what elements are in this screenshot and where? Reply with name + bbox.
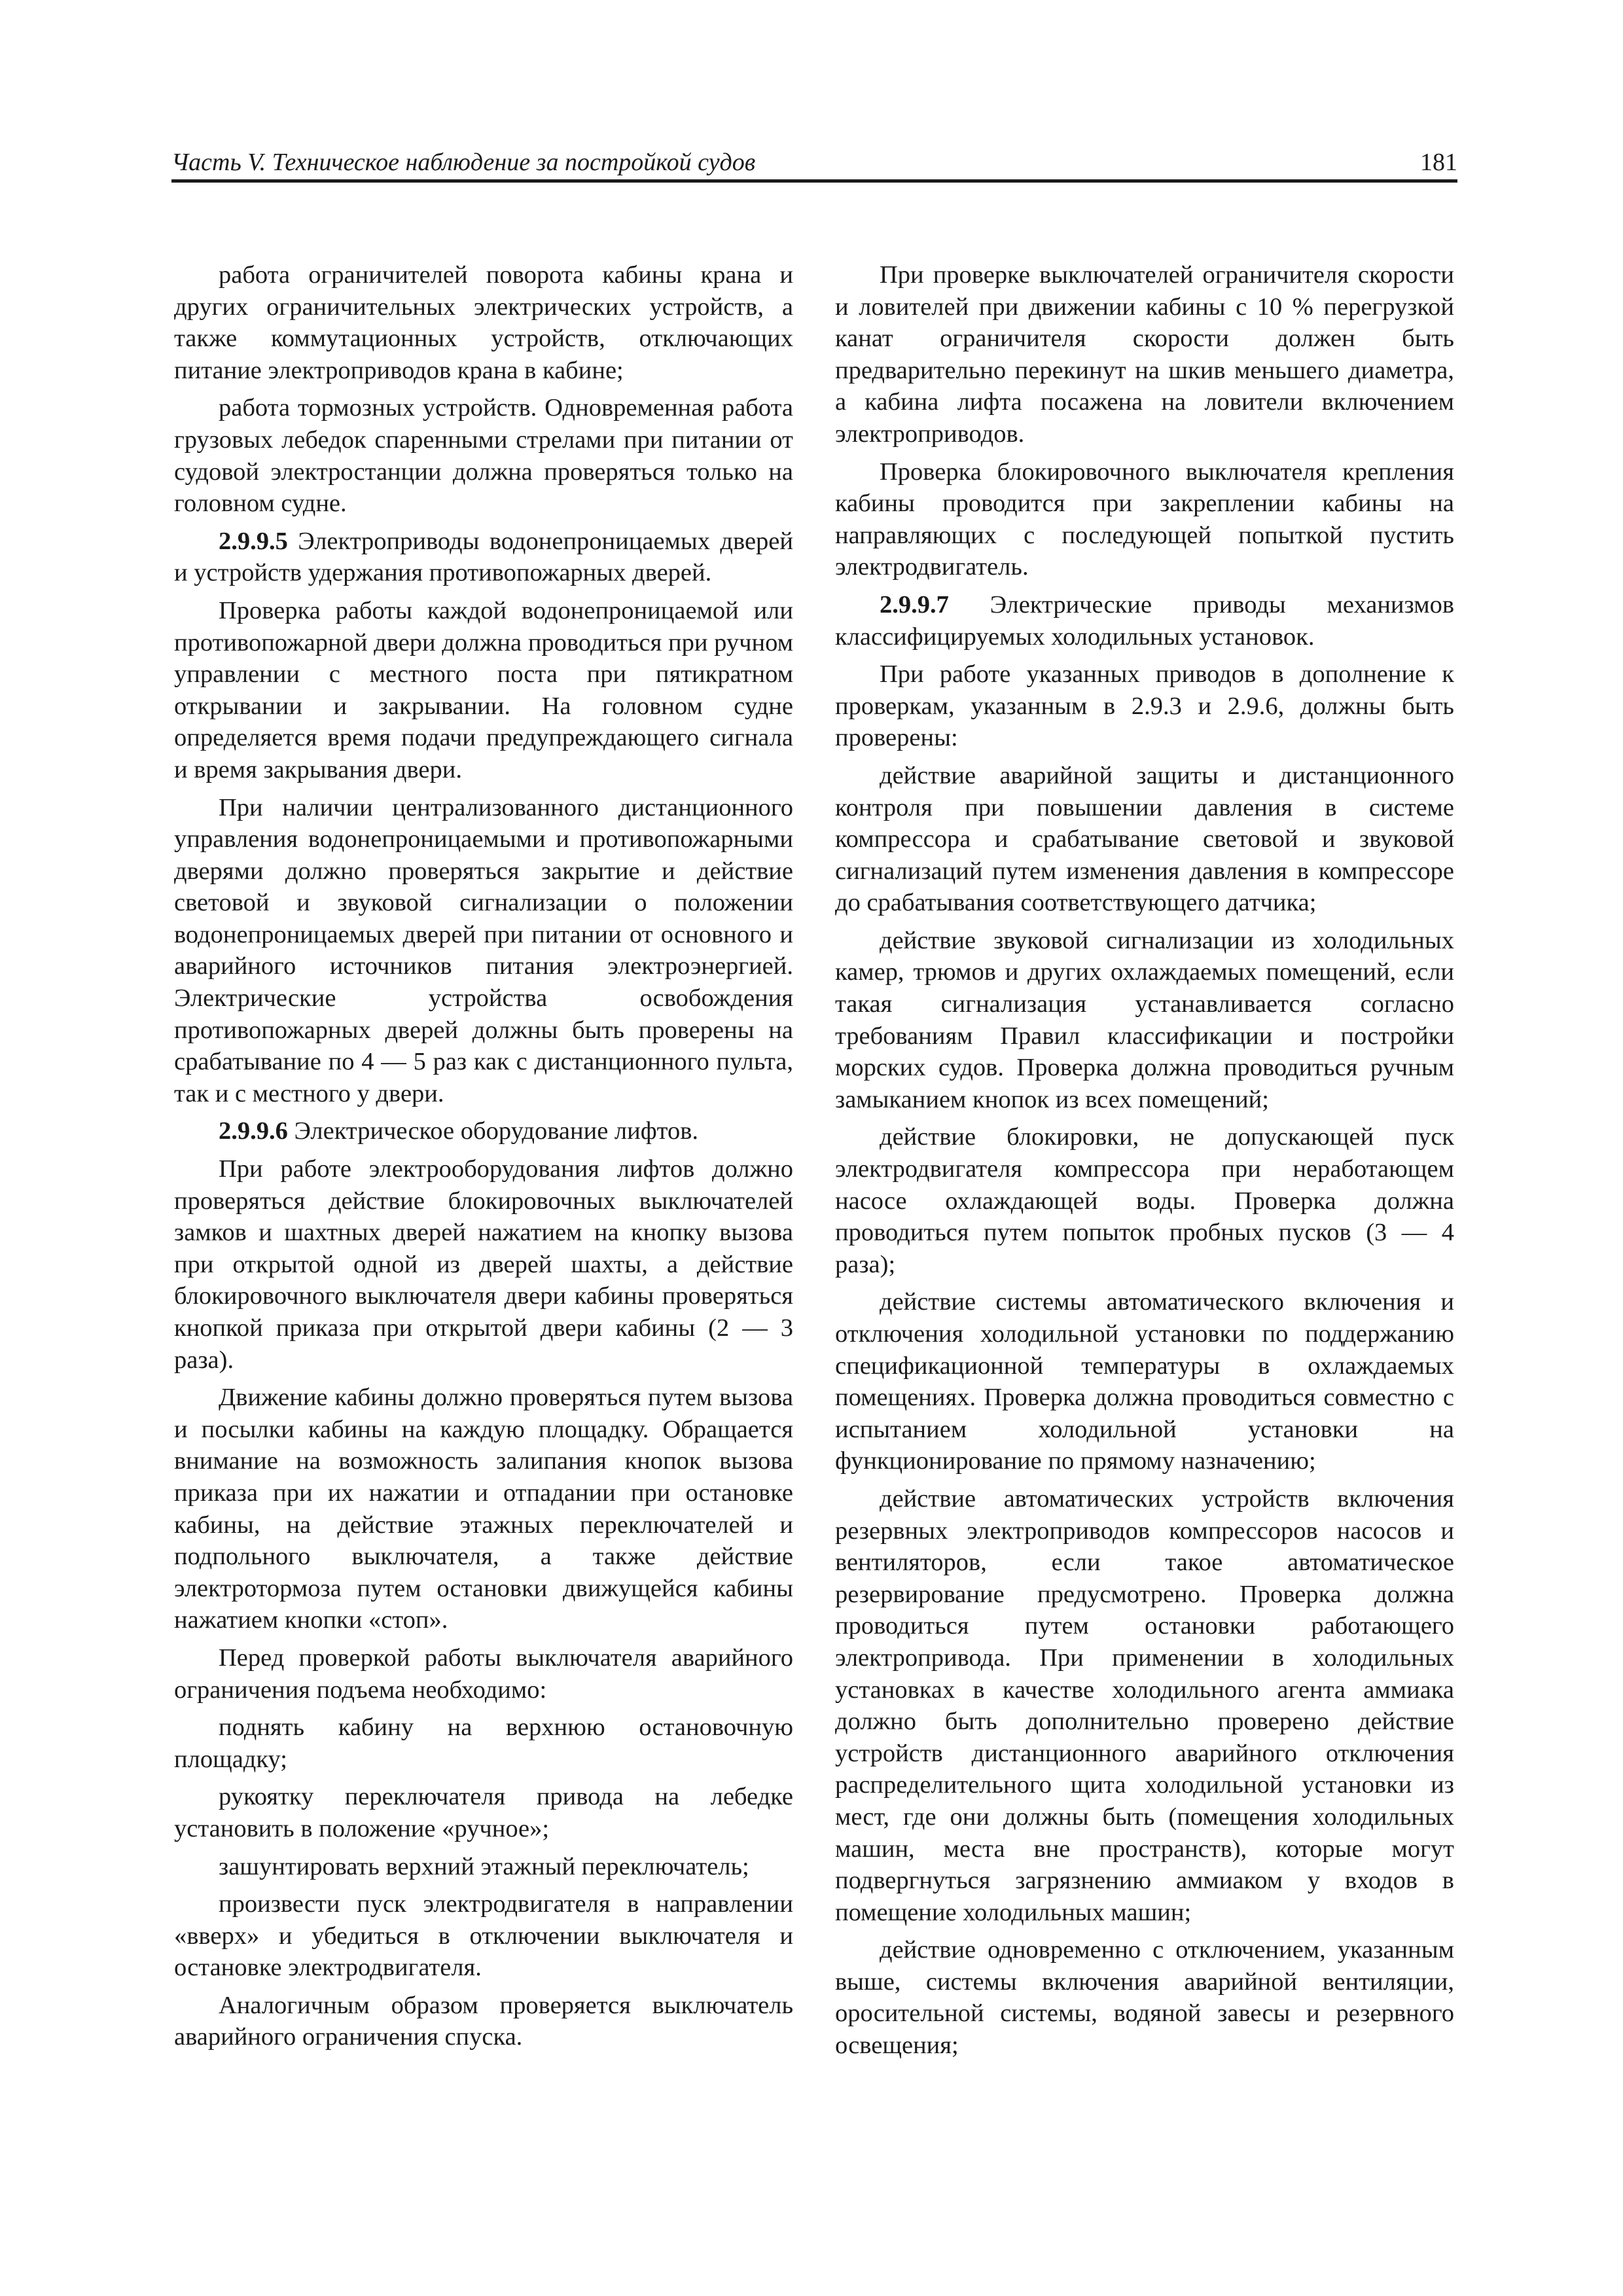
clause-text: работа ограничителей поворота кабины крана и других ограничительных электрических устройств, а также коммутационных устройств, отключающих питание электроприводов крана в кабине; — [174, 261, 793, 384]
paragraph — [835, 589, 1454, 653]
paragraph — [835, 1121, 1454, 1280]
clause-text: рукоятку переключателя привода на лебедке установить в положение «ручное»; — [174, 1783, 793, 1842]
clause-text: Движение кабины должно проверяться путем вызова и посылки кабины на каждую площадку. Обращается внимание на возможность залипания кнопок вызова приказа при их нажатии и отпадании при остановке кабины, на действие этажных переключателей и подпольного выключателя, а также действие электротормоза путем остановки движущейся кабины нажатием кнопки «стоп». — [174, 1384, 793, 1634]
clause-text: При проверке выключателей ограничителя скорости и ловителей при движении кабины с 10 % перегрузкой канат ограничителя скорости должен быть предварительно перекинут на шкив меньшего диаметра, а кабина лифта посажена на ловители включением электроприводов. — [835, 261, 1454, 448]
paragraph — [174, 392, 793, 519]
running-title: Часть V. Техническое наблюдение за постройкой судов — [171, 149, 756, 176]
page-number: 181 — [1420, 149, 1457, 176]
clause-text: Аналогичным образом проверяется выключатель аварийного ограничения спуска. — [174, 1991, 793, 2051]
clause-text: действие блокировки, не допускающей пуск электродвигателя компрессора при неработающем насосе охлаждающей воды. Проверка должна проводиться путем попыток пробных пусков (3 — 4 раза); — [835, 1123, 1454, 1278]
paragraph — [835, 658, 1454, 754]
clause-text: Проверка работы каждой водонепроницаемой или противопожарной двери должна проводиться при ручном управлении с местного поста при пятикратном открывании и закрывании. На головном судне определяется время подачи предупреждающего сигнала и время закрывания двери. — [174, 596, 793, 783]
paragraph — [835, 456, 1454, 583]
clause-text: произвести пуск электродвигателя в направлении «вверх» и убедиться в отключении выключателя и остановке электродвигателя. — [174, 1890, 793, 1982]
paragraph — [174, 526, 793, 589]
clause-text: Электрическое оборудование лифтов. — [287, 1117, 699, 1145]
clause-number: 2.9.9.5 — [219, 527, 288, 555]
paragraph — [174, 595, 793, 786]
clause-text: действие автоматических устройств включения резервных электроприводов компрессоров насосов и вентиляторов, если такое автоматическое резервирование предусмотрено. Проверка должна проводиться путем остановки работающего электропривода. При применении в холодильных установках в качестве холодильного агента аммиака должно быть дополнительно проверено действие устройств дистанционного аварийного отключения распределительного щита холодильной установки из мест, где они должны быть (помещения холодильных машин, места вне пространств), которые могут подвергнуться загрязнению аммиаком у входов в помещение холодильных машин; — [835, 1484, 1454, 1926]
clause-number: 2.9.9.7 — [880, 590, 949, 619]
clause-text: При работе электрооборудования лифтов должно проверяться действие блокировочных выключателей замков и шахтных дверей нажатием на кнопку вызова при открытой одной из дверей шахты, а действие блокировочного выключателя двери кабины проверяться кнопкой приказа при открытой двери кабины (2 — 3 раза). — [174, 1155, 793, 1374]
paragraph — [174, 1888, 793, 1984]
paragraph — [174, 1115, 793, 1147]
right-column — [835, 259, 1454, 2068]
paragraph — [835, 925, 1454, 1116]
paragraph — [174, 792, 793, 1110]
clause-text: Электроприводы водонепроницаемых дверей и устройств удержания противопожарных дверей. — [174, 527, 793, 587]
clause-text: Электрические приводы механизмов классифицируемых холодильных установок. — [835, 590, 1454, 651]
paragraph — [174, 259, 793, 386]
clause-text: При работе указанных приводов в дополнение к проверкам, указанным в 2.9.3 и 2.9.6, должны быть проверены: — [835, 660, 1454, 752]
paragraph — [174, 1781, 793, 1844]
left-column — [174, 259, 793, 2059]
paragraph — [174, 1153, 793, 1376]
clause-text: Перед проверкой работы выключателя аварийного ограничения подъема необходимо: — [174, 1643, 793, 1704]
clause-text: действие аварийной защиты и дистанционного контроля при повышении давления в системе компрессора и срабатывание световой и звуковой сигнализаций путем изменения давления в компрессоре до срабатывания соответствующего датчика; — [835, 761, 1454, 917]
paragraph — [174, 1642, 793, 1706]
clause-text: Проверка блокировочного выключателя крепления кабины проводится при закреплении кабины на направляющих с последующей попыткой пустить электродвигатель. — [835, 457, 1454, 581]
paragraph — [174, 1851, 793, 1883]
page-header — [171, 143, 1457, 183]
paragraph — [835, 259, 1454, 450]
paragraph — [835, 1483, 1454, 1928]
clause-text: действие системы автоматического включения и отключения холодильной установки по поддержанию спецификационной температуры в охлаждаемых помещениях. Проверка должна проводиться совместно с испытанием холодильной установки на функционирование по прямому назначению; — [835, 1288, 1454, 1475]
paragraph — [835, 760, 1454, 919]
paragraph — [174, 1382, 793, 1636]
clause-text: работа тормозных устройств. Одновременная работа грузовых лебедок спаренными стрелами при питании от судовой электростанции должна проверяться только на головном судне. — [174, 394, 793, 518]
paragraph — [174, 1990, 793, 2053]
clause-number: 2.9.9.6 — [219, 1117, 288, 1145]
paragraph — [835, 1934, 1454, 2061]
clause-text: поднять кабину на верхнюю остановочную площадку; — [174, 1713, 793, 1773]
clause-text: действие звуковой сигнализации из холодильных камер, трюмов и других охлаждаемых помещений, если такая сигнализация устанавливается согласно требованиям Правил классификации и постройки морских судов. Проверка должна проводиться ручным замыканием кнопок из всех помещений; — [835, 926, 1454, 1113]
clause-text: При наличии централизованного дистанционного управления водонепроницаемыми и противопожарными дверями должно проверяться закрытие и действие световой и звуковой сигнализации о положении водонепроницаемых дверей при питании от основного и аварийного источников питания электроэнергией. Электрические устройства освобождения противопожарных дверей должны быть проверены на срабатывание по 4 — 5 раз как с дистанционного пульта, так и с местного у двери. — [174, 793, 793, 1107]
paragraph — [174, 1712, 793, 1775]
paragraph — [835, 1286, 1454, 1477]
clause-text: действие одновременно с отключением, указанным выше, системы включения аварийной вентиляции, оросительной системы, водяной завесы и резервного освещения; — [835, 1936, 1454, 2060]
clause-text: зашунтировать верхний этажный переключатель; — [219, 1852, 749, 1880]
